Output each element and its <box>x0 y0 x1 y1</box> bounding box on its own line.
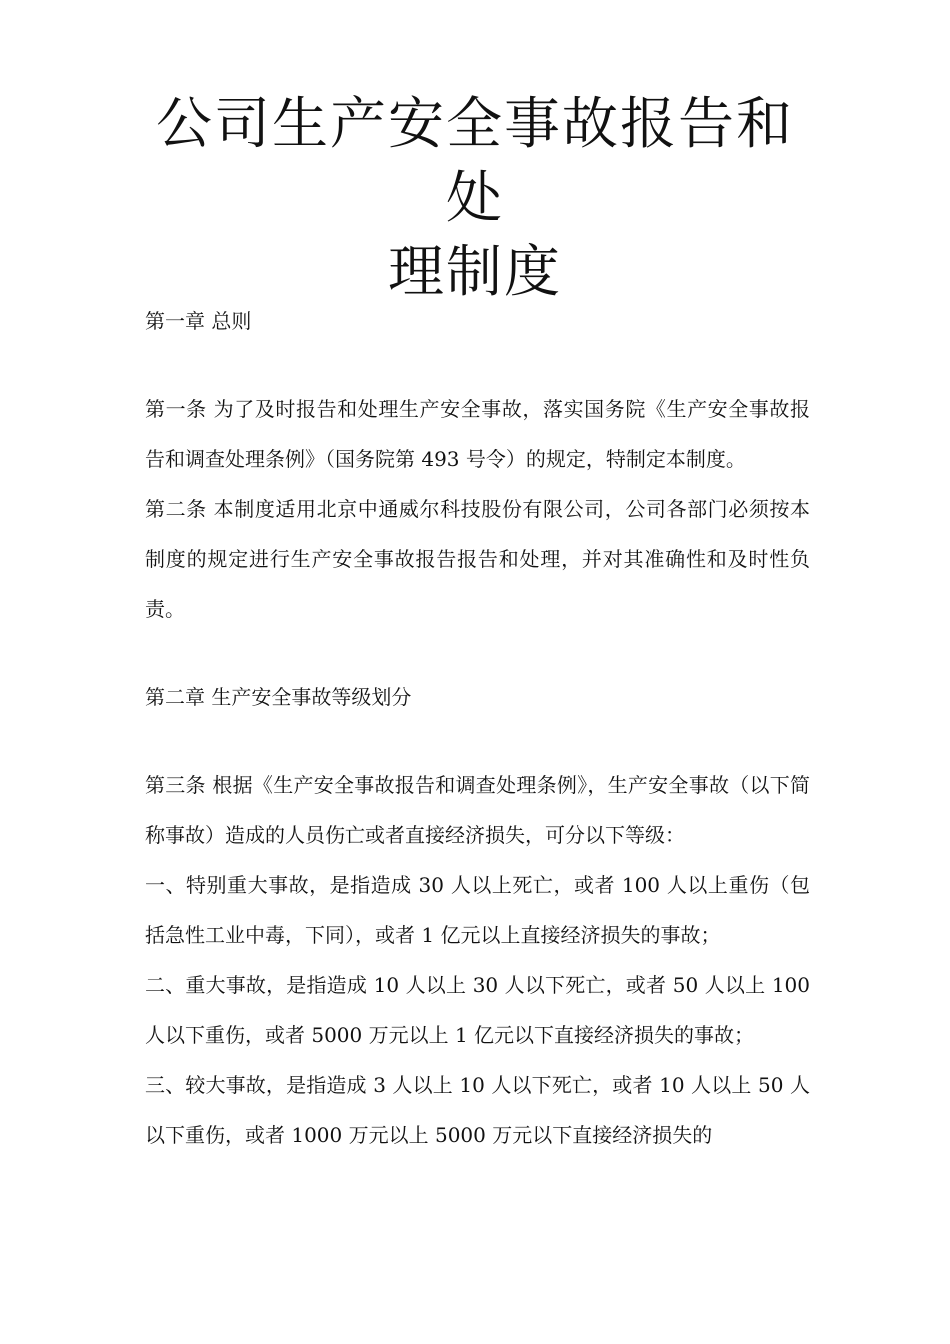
chapter-heading-2: 第二章 生产安全事故等级划分 <box>145 685 412 709</box>
level-1-item: 一、特别重大事故，是指造成 30 人以上死亡，或者 100 人以上重伤（包括急性工业中毒，下同），或者 1 亿元以上直接经济损失的事故； <box>145 873 810 947</box>
article-2: 第二条 本制度适用北京中通威尔科技股份有限公司，公司各部门必须按本制度的规定进行生产安全事故报告报告和处理，并对其准确性和及时性负责。 <box>145 497 810 621</box>
article-3: 第三条 根据《生产安全事故报告和调查处理条例》，生产安全事故（以下简称事故）造成的人员伤亡或者直接经济损失，可分以下等级： <box>145 773 810 847</box>
spacer <box>145 634 810 672</box>
level-3-item: 三、较大事故，是指造成 3 人以上 10 人以下死亡，或者 10 人以上 50 人以下重伤，或者 1000 万元以上 5000 万元以下直接经济损失的 <box>145 1073 810 1147</box>
level-2-item: 二、重大事故，是指造成 10 人以上 30 人以下死亡，或者 50 人以上 100 人以下重伤，或者 5000 万元以上 1 亿元以下直接经济损失的事故； <box>145 973 810 1047</box>
title-line-2: 理制度 <box>388 240 562 305</box>
document-title <box>140 88 810 310</box>
title-line-1: 公司生产安全事故报告和处 <box>156 92 794 231</box>
spacer <box>145 722 810 760</box>
chapter-heading-1: 第一章 总则 <box>145 309 252 333</box>
spacer <box>145 346 810 384</box>
document-body <box>145 296 810 1160</box>
article-1: 第一条 为了及时报告和处理生产安全事故，落实国务院《生产安全事故报告和调查处理条例》（国务院第 493 号令）的规定，特制定本制度。 <box>145 397 810 471</box>
